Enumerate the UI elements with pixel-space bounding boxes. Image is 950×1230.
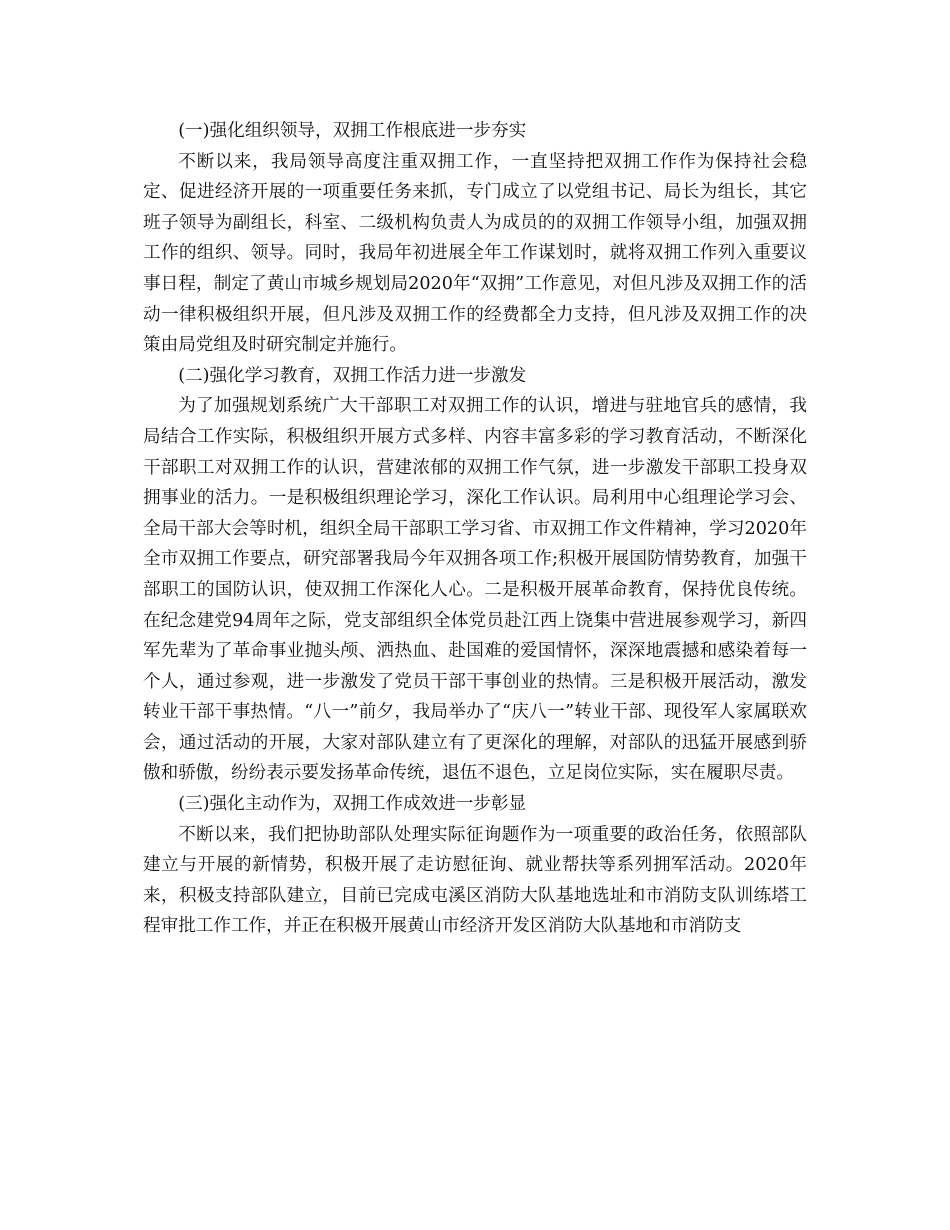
paragraph-3: 不断以来，我们把协助部队处理实际征询题作为一项重要的政治任务，依照部队建立与开展的新情势，积极开展了走访慰征询、就业帮扶等系列拥军活动。2020年来，积极支持部队建立，目前已完成屯溪区消防大队基地选址和市消防支队训练塔工程审批工作工作，并正在积极开展黄山市经济开发区消防大队基地和市消防支 (143, 824, 807, 937)
paragraph-1: 不断以来，我局领导高度注重双拥工作，一直坚持把双拥工作作为保持社会稳定、促进经济开展的一项重要任务来抓，专门成立了以党组书记、局长为组长，其它班子领导为副组长，科室、二级机构负责人为成员的的双拥工作领导小组，加强双拥工作的组织、领导。同时，我局年初进展全年工作谋划时，就将双拥工作列入重要议事日程，制定了黄山市城乡规划局2020年“双拥”工作意见，对但凡涉及双拥工作的活动一律积极组织开展，但凡涉及双拥工作的经费都全力支持，但凡涉及双拥工作的决策由局党组及时研究制定并施行。 (143, 151, 807, 356)
paragraph-2: 为了加强规划系统广大干部职工对双拥工作的认识，增进与驻地官兵的感情，我局结合工作实际，积极组织开展方式多样、内容丰富多彩的学习教育活动，不断深化干部职工对双拥工作的认识，营建浓郁的双拥工作气氛，进一步激发干部职工投身双拥事业的活力。一是积极组织理论学习，深化工作认识。局利用中心组理论学习会、全局干部大会等时机，组织全局干部职工学习省、市双拥工作文件精神，学习2020年全市双拥工作要点，研究部署我局今年双拥各项工作;积极开展国防情势教育，加强干部职工的国防认识，使双拥工作深化人心。二是积极开展革命教育，保持优良传统。在纪念建党94周年之际，党支部组织全体党员赴江西上饶集中营进展参观学习，新四军先辈为了革命事业抛头颅、洒热血、赴国难的爱国情怀，深深地震撼和感染着每一个人，通过参观，进一步激发了党员干部干事创业的热情。三是积极开展活动，激发转业干部干事热情。“八一”前夕，我局举办了“庆八一”转业干部、现役军人家属联欢会，通过活动的开展，大家对部队建立有了更深化的理解，对部队的迅猛开展感到骄傲和骄傲，纷纷表示要发扬革命传统，退伍不退色，立足岗位实际，实在履职尽责。 (143, 396, 807, 784)
section-heading-2: (二)强化学习教育，双拥工作活力进一步激发 (178, 365, 527, 386)
section-heading-1: (一)强化组织领导，双拥工作根底进一步夯实 (178, 121, 527, 141)
section-heading-3: (三)强化主动作为，双拥工作成效进一步彰显 (178, 794, 527, 815)
document-body (143, 116, 807, 942)
